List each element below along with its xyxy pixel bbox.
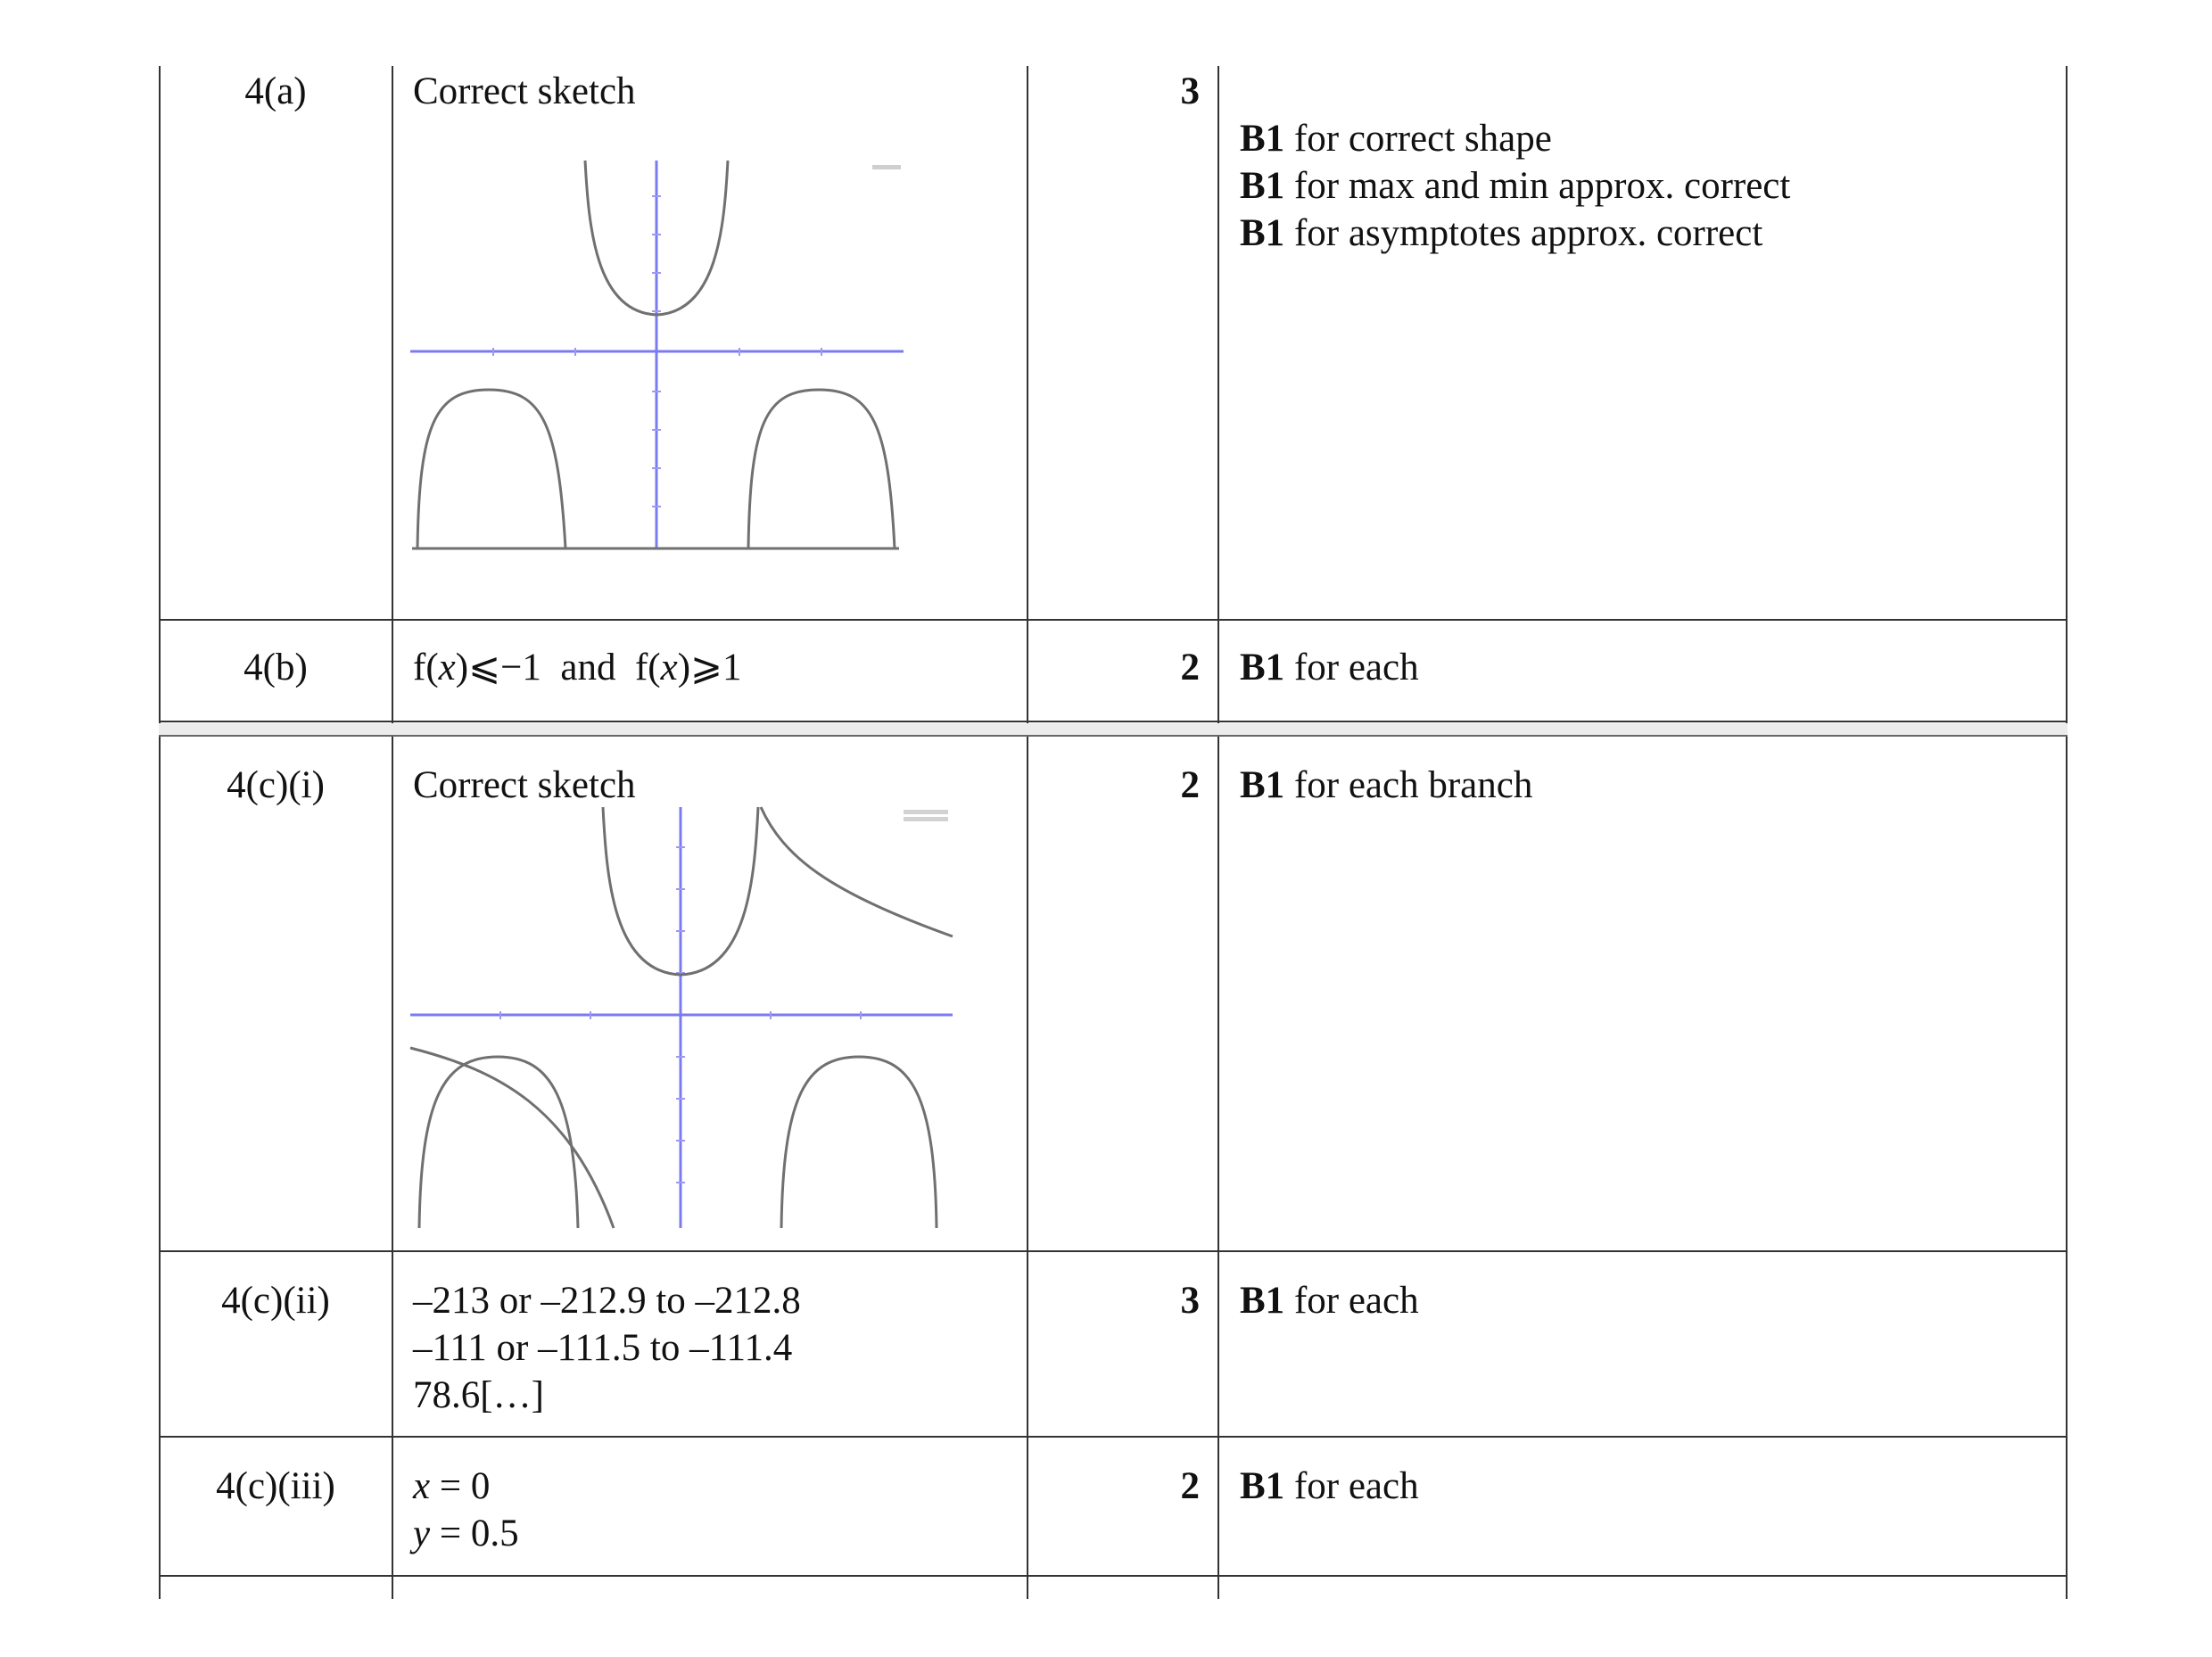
guidance-code: B1 xyxy=(1240,647,1285,688)
answer-text: Correct sketch xyxy=(413,764,636,806)
question-label: 4(c)(ii) xyxy=(221,1280,330,1322)
guidance-code: B1 xyxy=(1240,1280,1285,1322)
column-border xyxy=(2066,66,2068,1599)
guidance-code: B1 xyxy=(1240,165,1285,207)
math-part: = 0.5 xyxy=(430,1513,519,1554)
math-conjunction: and xyxy=(560,647,616,688)
question-label: 4(a) xyxy=(244,70,307,112)
math-relation: ⩾ xyxy=(690,647,723,688)
legend-swatch xyxy=(872,165,901,169)
answer-text: Correct sketch xyxy=(413,70,636,112)
guidance-code: B1 xyxy=(1240,118,1285,160)
guidance-line xyxy=(1240,210,1762,257)
column-border xyxy=(1027,66,1028,1599)
math-part: f( xyxy=(634,647,661,688)
answer-line: 78.6[…] xyxy=(413,1374,544,1416)
math-var: x xyxy=(438,647,456,688)
legend-swatch xyxy=(904,817,948,821)
guidance-code: B1 xyxy=(1240,212,1285,254)
marks-value: 3 xyxy=(1180,70,1200,112)
answer-inequality xyxy=(413,644,742,691)
math-part: = 0 xyxy=(430,1465,491,1507)
row-border xyxy=(159,1436,2068,1438)
column-border xyxy=(1217,66,1219,1599)
guidance-text: for correct shape xyxy=(1284,118,1552,160)
marks-value: 2 xyxy=(1180,764,1200,806)
answer-line: –111 or –111.5 to –111.4 xyxy=(413,1327,793,1369)
row-border xyxy=(159,1250,2068,1252)
math-part: f( xyxy=(413,647,439,688)
guidance-text: for each branch xyxy=(1284,764,1533,806)
marks-value: 2 xyxy=(1180,647,1200,688)
row-border xyxy=(159,1575,2068,1577)
row-border xyxy=(159,735,2068,737)
answer-line: –213 or –212.9 to –212.8 xyxy=(413,1280,801,1322)
math-var: x xyxy=(660,647,678,688)
legend-swatch xyxy=(904,810,948,814)
guidance-line xyxy=(1240,644,1419,691)
guidance-text: for asymptotes approx. correct xyxy=(1284,212,1763,254)
guidance-line xyxy=(1240,762,1532,809)
marks-value: 3 xyxy=(1180,1280,1200,1322)
graph-sketch-c xyxy=(409,803,962,1235)
graph-sketch-a xyxy=(409,156,908,562)
column-border xyxy=(159,66,161,1599)
math-value: −1 xyxy=(500,647,541,688)
math-var: y xyxy=(413,1513,431,1554)
row-border xyxy=(159,721,2068,722)
row-gap xyxy=(159,723,2068,736)
answer-line xyxy=(413,1463,490,1510)
guidance-text: for each xyxy=(1284,1465,1419,1507)
question-label: 4(c)(i) xyxy=(227,764,325,806)
guidance-text: for max and min approx. correct xyxy=(1284,165,1791,207)
guidance-line xyxy=(1240,1277,1419,1324)
marks-value: 2 xyxy=(1180,1465,1200,1507)
guidance-code: B1 xyxy=(1240,764,1285,806)
math-part: ) xyxy=(455,647,469,688)
guidance-line xyxy=(1240,115,1552,162)
guidance-code: B1 xyxy=(1240,1465,1285,1507)
column-border xyxy=(392,66,393,1599)
guidance-line xyxy=(1240,1463,1419,1510)
answer-line xyxy=(413,1510,519,1557)
guidance-text: for each xyxy=(1284,647,1419,688)
math-value: 1 xyxy=(722,647,742,688)
math-part: ) xyxy=(677,647,691,688)
guidance-line xyxy=(1240,162,1790,210)
math-relation: ⩽ xyxy=(468,647,501,688)
question-label: 4(b) xyxy=(243,647,308,688)
guidance-text: for each xyxy=(1284,1280,1419,1322)
row-border xyxy=(159,619,2068,621)
axes xyxy=(410,161,904,548)
math-var: x xyxy=(413,1465,431,1507)
axes xyxy=(410,807,953,1228)
question-label: 4(c)(iii) xyxy=(216,1465,335,1507)
